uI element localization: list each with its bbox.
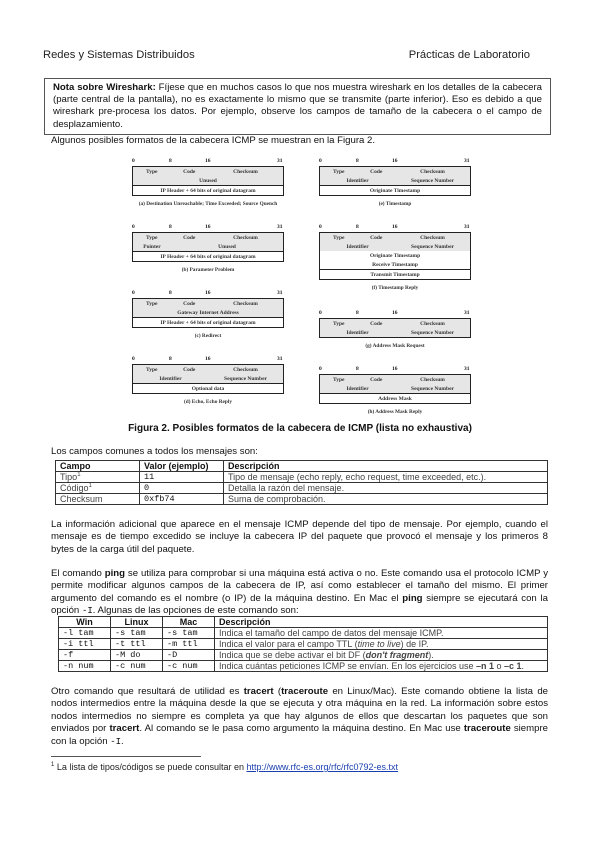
icmp-diagram-d [132, 356, 284, 405]
diagram-caption: (h) Address Mask Reply [367, 409, 423, 415]
campo-cell: Checksum [56, 494, 140, 505]
packet-field: Checksum [233, 234, 258, 241]
packet-field: Address Mask [378, 395, 412, 402]
packet-row [133, 308, 283, 317]
packet-field: Code [183, 366, 196, 373]
packet-field: Code [370, 320, 383, 327]
bit-label: 31 [277, 158, 283, 164]
bit-label: 16 [205, 290, 211, 296]
bit-label: 31 [277, 290, 283, 296]
option-desc: Indica que se debe activar el bit DF (don't fragment). [215, 650, 548, 661]
bit-label: 0 [132, 158, 135, 164]
linux-option: -M do [111, 650, 163, 661]
packet-field: Receive Timestamp [372, 261, 418, 268]
icmp-diagram-g [319, 310, 471, 349]
bit-label: 0 [132, 356, 135, 362]
bit-scale [319, 224, 471, 232]
win-option: -n num [59, 661, 111, 672]
wireshark-note-box [44, 78, 551, 135]
footnote-ref: 1 [77, 472, 81, 478]
option-code: -I [110, 736, 122, 747]
packet-layout [319, 166, 471, 196]
bit-label: 8 [356, 158, 359, 164]
campo-text: Tipo [60, 472, 78, 482]
packet-field: Pointer [143, 243, 161, 250]
packet-layout [132, 232, 284, 262]
icmp-diagram-f [319, 224, 471, 291]
packet-layout [132, 364, 284, 394]
bit-label: 16 [205, 224, 211, 230]
tracert-term: tracert [109, 723, 140, 735]
win-option: -f [59, 650, 111, 661]
packet-field: Checksum [420, 234, 445, 241]
bit-label: 0 [319, 224, 322, 230]
option-desc: Indica el valor para el campo TTL (time to live) de IP. [215, 639, 548, 650]
mac-option: -m ttl [163, 639, 215, 650]
table-row [59, 661, 548, 672]
diagram-caption: (c) Redirect [194, 333, 222, 339]
packet-field: Transmit Timestamp [370, 271, 420, 278]
packet-field: Sequence Number [411, 385, 454, 392]
packet-field: Checksum [420, 320, 445, 327]
bit-label: 8 [169, 158, 172, 164]
bit-label: 8 [169, 290, 172, 296]
packet-field: Checksum [420, 168, 445, 175]
packet-field: Code [370, 234, 383, 241]
packet-field: Sequence Number [224, 375, 267, 382]
packet-field: Gateway Internet Address [177, 309, 239, 316]
footnote-mark: 1 [51, 762, 55, 768]
bit-label: 0 [132, 290, 135, 296]
packet-field: IP Header + 64 bits of original datagram [160, 253, 256, 260]
packet-field: Originate Timestamp [369, 187, 421, 194]
option-code: -I [81, 606, 93, 617]
note-title: Nota sobre Wireshark: [53, 82, 156, 93]
linux-option: -s tam [111, 628, 163, 639]
packet-field: Identifier [346, 329, 369, 336]
packet-row [320, 251, 470, 260]
packet-row [320, 233, 470, 242]
packet-row [320, 328, 470, 337]
ping-term: ping [402, 592, 423, 604]
packet-field: Type [145, 366, 158, 373]
bit-label: 8 [356, 224, 359, 230]
bit-label: 31 [464, 224, 470, 230]
table-row [56, 494, 548, 505]
bit-label: 31 [464, 158, 470, 164]
packet-field: Type [332, 320, 345, 327]
packet-row [320, 393, 470, 403]
packet-field: Identifier [346, 177, 369, 184]
valor-cell: 11 [140, 472, 224, 483]
footnote-text: La lista de tipos/códigos se puede consultar en [54, 762, 247, 772]
valor-cell: 0xfb74 [140, 494, 224, 505]
paragraph-ping: El comando ping se utiliza para comprobar si una máquina está activa o no. Este comando usa el protocolo ICMP y permite modificar algunos campos de la cabecera de IP, así como establecer el tamaño del mismo. El primer argumento del comando es el nombre (o IP) de la máquina destino. En Mac el ping siempre se ejecutará con la opción -I. Algunas de las opciones de este comando son: [51, 568, 548, 617]
paragraph-icmp-info: La información adicional que aparece en el mensaje ICMP depende del tipo de mensaje. Por ejemplo, cuando el mensaje es de tiempo excedido se incluye la cabecera IP del paquete que provocó el mensaje y los primeros 8 bytes de la carga útil del paquete. [51, 519, 548, 555]
header-mac: Mac [163, 617, 215, 628]
bit-label: 16 [205, 158, 211, 164]
packet-field: Checksum [233, 168, 258, 175]
packet-field: Checksum [233, 300, 258, 307]
packet-row [320, 384, 470, 393]
campo-cell [56, 483, 140, 494]
packet-field: Unused [199, 177, 217, 184]
header-descripcion: Descripción [224, 461, 548, 472]
bit-label: 16 [392, 366, 398, 372]
desc-cell: Detalla la razón del mensaje. [224, 483, 548, 494]
packet-field: Unused [218, 243, 236, 250]
packet-field: Optional data [191, 385, 225, 392]
packet-row [133, 299, 283, 308]
diagram-caption: (b) Parameter Problem [181, 267, 235, 273]
packet-layout [319, 318, 471, 338]
linux-option: -t ttl [111, 639, 163, 650]
packet-field: IP Header + 64 bits of original datagram [160, 187, 256, 194]
bit-label: 0 [319, 158, 322, 164]
desc-cell: Tipo de mensaje (echo reply, echo request, time exceeded, etc.). [224, 472, 548, 483]
bit-label: 16 [392, 310, 398, 316]
header-linux: Linux [111, 617, 163, 628]
bit-label: 0 [319, 366, 322, 372]
packet-field: Identifier [346, 385, 369, 392]
win-option: -i ttl [59, 639, 111, 650]
bit-label: 31 [464, 310, 470, 316]
bit-scale [319, 310, 471, 318]
packet-row [133, 176, 283, 185]
packet-row [320, 269, 470, 279]
icmp-diagram-e [319, 158, 471, 207]
traceroute-term: traceroute [281, 686, 329, 697]
paragraph-tracert: Otro comando que resultará de utilidad es tracert (traceroute en Linux/Mac). Este comando obtiene la lista de nodos intermedios entre la máquina desde la que se ejecuta y otra máquina en la red. La información sobre estos nodos intermedios no siempre es completa ya que hay algunos de ellos que descartan los paquetes que son enviados por tracert. Al comando se le pasa como argumento la máquina destino. En Mac use traceroute siempre con la opción -I. [51, 686, 549, 747]
figure-intro: Algunos posibles formatos de la cabecera ICMP se muestran en la Figura 2. [51, 135, 376, 146]
bit-scale [132, 224, 284, 232]
packet-field: Sequence Number [411, 329, 454, 336]
packet-row [320, 167, 470, 176]
table-row [56, 483, 548, 494]
bit-label: 16 [392, 158, 398, 164]
packet-row [133, 233, 283, 242]
bit-label: 31 [277, 356, 283, 362]
footnote-divider [51, 756, 201, 757]
packet-field: Type [332, 234, 345, 241]
packet-layout [319, 374, 471, 404]
packet-row [133, 242, 283, 251]
diagram-caption: (a) Destination Unreachable; Time Exceeded; Source Quench [138, 201, 278, 207]
icmp-diagram-b [132, 224, 284, 273]
running-header-section: Prácticas de Laboratorio [408, 49, 530, 61]
packet-layout [319, 232, 471, 280]
packet-row [133, 317, 283, 327]
header-valor: Valor (ejemplo) [140, 461, 224, 472]
bit-label: 8 [356, 310, 359, 316]
packet-field: Identifier [346, 243, 369, 250]
win-option: -l tam [59, 628, 111, 639]
option-desc: Indica cuántas peticiones ICMP se envían. En los ejercicios use –n 1 o –c 1. [215, 661, 548, 672]
valor-cell: 0 [140, 483, 224, 494]
packet-field: Identifier [159, 375, 182, 382]
campo-text: Código [60, 483, 89, 493]
packet-row [133, 365, 283, 374]
bit-label: 0 [319, 310, 322, 316]
packet-row [133, 185, 283, 195]
packet-row [320, 242, 470, 251]
packet-row [133, 383, 283, 393]
packet-field: Type [145, 300, 158, 307]
packet-row [320, 185, 470, 195]
ping-options-table [58, 616, 548, 672]
packet-field: IP Header + 64 bits of original datagram [160, 319, 256, 326]
diagram-caption: (g) Address Mask Request [365, 343, 425, 349]
ping-term: ping [104, 568, 126, 579]
packet-field: Type [332, 168, 345, 175]
footnote [51, 762, 398, 772]
traceroute-term: traceroute [463, 723, 511, 735]
header-win: Win [59, 617, 111, 628]
figure-caption: Figura 2. Posibles formatos de la cabecera de ICMP (lista no exhaustiva) [128, 423, 472, 434]
packet-row [320, 319, 470, 328]
table-row [59, 628, 548, 639]
packet-field: Code [370, 376, 383, 383]
bit-label: 16 [205, 356, 211, 362]
desc-cell: Suma de comprobación. [224, 494, 548, 505]
bit-scale [319, 158, 471, 166]
fields-intro: Los campos comunes a todos los mensajes son: [51, 446, 258, 457]
rfc-link[interactable]: http://www.rfc-es.org/rfc/rfc0792-es.txt [246, 762, 399, 772]
packet-row [133, 374, 283, 383]
packet-row [133, 167, 283, 176]
bit-scale [132, 158, 284, 166]
packet-row [133, 251, 283, 261]
packet-field: Code [183, 234, 196, 241]
packet-field: Type [145, 168, 158, 175]
packet-row [320, 260, 470, 269]
bit-label: 16 [392, 224, 398, 230]
bit-scale [132, 356, 284, 364]
icmp-diagram-h [319, 366, 471, 415]
mac-option: -c num [163, 661, 215, 672]
packet-row [320, 176, 470, 185]
bit-label: 8 [169, 224, 172, 230]
packet-field: Checksum [420, 376, 445, 383]
header-campo: Campo [56, 461, 140, 472]
packet-layout [132, 298, 284, 328]
running-header-course: Redes y Sistemas Distribuidos [43, 49, 195, 61]
diagram-caption: (f) Timestamp Reply [371, 285, 419, 291]
mac-option: -s tam [163, 628, 215, 639]
packet-layout [132, 166, 284, 196]
diagram-caption: (d) Echo, Echo Reply [184, 399, 232, 405]
packet-field: Type [332, 376, 345, 383]
icmp-diagram-a [132, 158, 284, 207]
footnote-ref: 1 [88, 483, 92, 489]
note-text: Fíjese que en muchos casos lo que nos muestra wireshark en los detalles de la cabecera (parte central de la pantalla), no es exactamente lo mismo que se transmite (parte inferior). Eso es debido a que wireshark pre-procesa los datos. Por ejemplo, observe los campos de tamaño de la cabecera o el campo de desplazamiento. [53, 82, 542, 130]
packet-field: Code [370, 168, 383, 175]
mac-option: -D [163, 650, 215, 661]
tracert-term: tracert [243, 686, 274, 697]
bit-scale [132, 290, 284, 298]
diagram-caption: (e) Timestamp [378, 201, 412, 207]
table-row [56, 472, 548, 483]
table-header-row [59, 617, 548, 628]
packet-field: Sequence Number [411, 177, 454, 184]
packet-field: Checksum [233, 366, 258, 373]
packet-field: Code [183, 168, 196, 175]
bit-label: 31 [277, 224, 283, 230]
bit-label: 8 [169, 356, 172, 362]
bit-scale [319, 366, 471, 374]
bit-label: 0 [132, 224, 135, 230]
table-row [59, 639, 548, 650]
packet-field: Originate Timestamp [369, 252, 421, 259]
table-row [59, 650, 548, 661]
table-header-row [56, 461, 548, 472]
bit-label: 8 [356, 366, 359, 372]
packet-field: Sequence Number [411, 243, 454, 250]
packet-field: Type [145, 234, 158, 241]
bit-label: 31 [464, 366, 470, 372]
packet-row [320, 375, 470, 384]
packet-field: Code [183, 300, 196, 307]
common-fields-table [55, 460, 548, 505]
icmp-diagram-c [132, 290, 284, 339]
linux-option: -c num [111, 661, 163, 672]
option-desc: Indica el tamaño del campo de datos del mensaje ICMP. [215, 628, 548, 639]
header-descripcion: Descripción [215, 617, 548, 628]
campo-cell [56, 472, 140, 483]
